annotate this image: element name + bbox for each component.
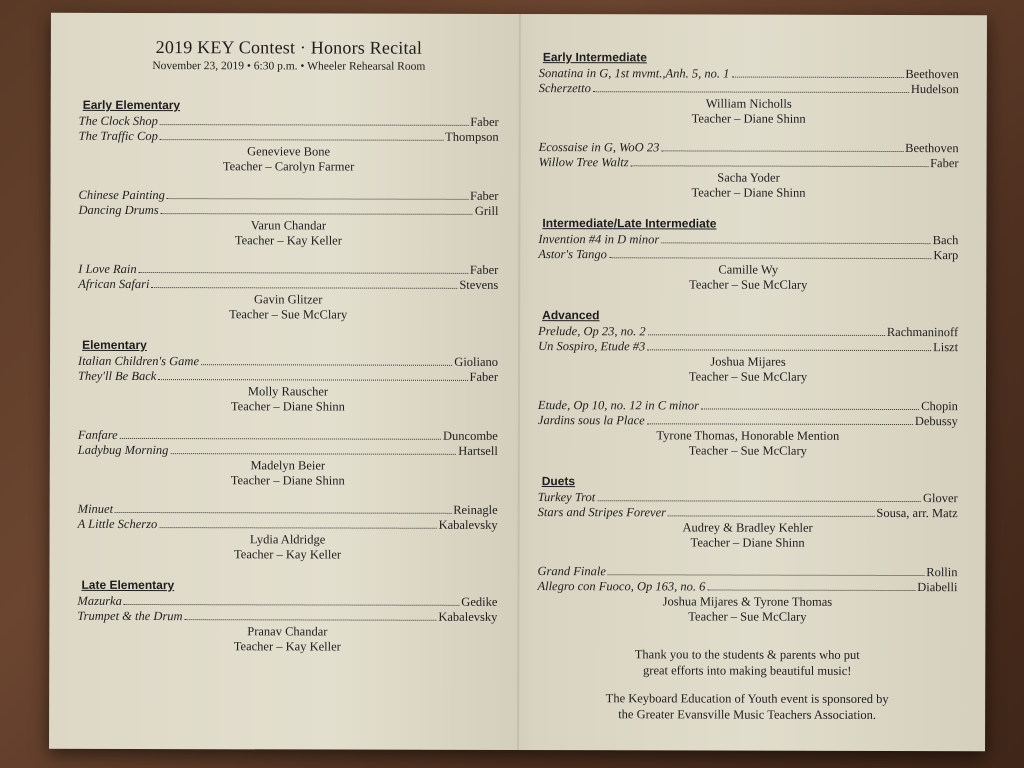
piece-title: Grand Finale xyxy=(537,564,606,579)
dot-leader xyxy=(707,589,915,591)
piece-row xyxy=(539,81,959,97)
performer-group xyxy=(78,354,498,415)
left-sections xyxy=(77,98,498,655)
dot-leader xyxy=(647,423,913,425)
performer-group xyxy=(78,502,498,563)
dot-leader xyxy=(167,198,468,200)
performer-name: Sacha Yoder xyxy=(717,170,780,185)
program-section xyxy=(538,216,958,293)
piece-row xyxy=(77,609,497,625)
teacher-name: Teacher – Diane Shinn xyxy=(691,111,806,126)
piece-composer: Grill xyxy=(474,203,499,218)
piece-title: Stars and Stripes Forever xyxy=(537,505,667,520)
program-section xyxy=(538,308,958,459)
piece-composer: Faber xyxy=(470,114,499,129)
section-heading: Early Elementary xyxy=(82,97,181,113)
dot-leader xyxy=(731,77,903,78)
piece-composer: Bach xyxy=(932,233,959,248)
section-heading: Duets xyxy=(541,474,576,489)
teacher-name: Teacher – Sue McClary xyxy=(689,277,808,292)
sponsor-line-2: the Greater Evansville Music Teachers Association. xyxy=(618,707,877,722)
thanks-line-1: Thank you to the students & parents who put xyxy=(634,647,860,662)
piece-title: African Safari xyxy=(78,276,150,292)
section-heading: Late Elementary xyxy=(81,577,175,593)
program-section xyxy=(538,50,958,201)
piece-title: Jardins sous la Place xyxy=(537,413,645,428)
performer-group xyxy=(79,114,499,175)
piece-composer: Faber xyxy=(469,262,499,277)
performer-name: Genevieve Bone xyxy=(247,144,331,159)
performer-group xyxy=(538,140,958,201)
piece-title: Dancing Drums xyxy=(78,202,159,218)
piece-title: A Little Scherzo xyxy=(77,516,158,532)
dot-leader xyxy=(124,604,459,606)
performer-group xyxy=(539,66,959,127)
dot-leader xyxy=(593,91,909,93)
dot-leader xyxy=(609,257,931,259)
dot-leader xyxy=(160,124,468,126)
dot-leader xyxy=(139,272,468,274)
piece-row xyxy=(78,517,498,533)
piece-title: Minuet xyxy=(77,501,114,516)
teacher-name: Teacher – Sue McClary xyxy=(688,443,807,458)
dot-leader xyxy=(151,287,457,289)
piece-row xyxy=(78,203,498,219)
piece-title: Turkey Trot xyxy=(537,490,596,505)
piece-title: Invention #4 in D minor xyxy=(538,232,660,247)
piece-title: Un Sospiro, Etude #3 xyxy=(538,339,646,354)
program-subtitle: November 23, 2019 • 6:30 p.m. • Wheeler Rehearsal Room xyxy=(152,60,426,73)
piece-row xyxy=(538,324,958,340)
dot-leader xyxy=(668,515,874,517)
piece-title: Sonatina in G, 1st mvmt.,Anh. 5, no. 1 xyxy=(538,66,730,81)
dot-leader xyxy=(159,527,436,529)
piece-row xyxy=(78,502,498,518)
piece-title: Scherzetto xyxy=(538,81,591,96)
piece-composer: Faber xyxy=(930,156,959,171)
performer-group xyxy=(78,188,498,249)
program-section xyxy=(78,98,499,323)
dot-leader xyxy=(661,242,930,244)
right-sections xyxy=(537,50,959,625)
performer-group xyxy=(78,262,498,323)
piece-composer: Sousa, arr. Matz xyxy=(876,505,958,521)
performer-group xyxy=(538,324,958,385)
performer-group xyxy=(537,564,957,625)
dot-leader xyxy=(120,438,441,440)
piece-row xyxy=(538,398,958,414)
teacher-name: Teacher – Sue McClary xyxy=(229,307,348,322)
piece-title: Prelude, Op 23, no. 2 xyxy=(538,324,646,339)
dot-leader xyxy=(115,512,451,514)
piece-title: The Traffic Cop xyxy=(78,128,158,144)
piece-title: Astor's Tango xyxy=(538,247,607,262)
piece-composer: Stevens xyxy=(459,277,499,292)
teacher-name: Teacher – Diane Shinn xyxy=(230,399,345,414)
piece-composer: Hudelson xyxy=(910,82,959,97)
piece-composer: Duncombe xyxy=(442,428,498,443)
performer-name: Camille Wy xyxy=(718,262,779,277)
performer-name: William Nicholls xyxy=(705,96,792,111)
piece-row xyxy=(537,564,957,580)
piece-row xyxy=(79,129,499,145)
performer-group xyxy=(538,232,958,293)
piece-composer: Diabelli xyxy=(917,580,958,595)
sponsor-line-1: The Keyboard Education of Youth event is sponsored by xyxy=(605,691,889,706)
performer-name: Madelyn Beier xyxy=(250,458,326,473)
piece-title: I Love Rain xyxy=(78,261,137,277)
piece-title: The Clock Shop xyxy=(78,113,158,129)
piece-row xyxy=(538,505,958,521)
piece-composer: Faber xyxy=(470,188,499,203)
piece-row xyxy=(79,114,499,130)
performer-name: Gavin Glitzer xyxy=(253,292,323,307)
teacher-name: Teacher – Kay Keller xyxy=(234,233,342,248)
piece-row xyxy=(539,66,959,82)
dot-leader xyxy=(608,574,924,576)
piece-composer: Rollin xyxy=(926,565,958,580)
piece-title: Allegro con Fuoco, Op 163, no. 6 xyxy=(537,579,706,594)
piece-title: Mazurka xyxy=(77,593,122,608)
sponsor-note xyxy=(537,690,957,723)
performer-name: Joshua Mijares xyxy=(710,354,786,369)
piece-composer: Chopin xyxy=(921,399,958,414)
piece-row xyxy=(538,232,958,248)
piece-composer: Karp xyxy=(933,248,959,263)
section-heading: Elementary xyxy=(82,337,147,353)
piece-composer: Kabalevsky xyxy=(438,609,498,624)
program-section xyxy=(537,474,957,625)
performer-name: Joshua Mijares & Tyrone Thomas xyxy=(662,594,833,609)
piece-row xyxy=(78,277,498,293)
performer-group xyxy=(538,398,958,459)
dot-leader xyxy=(170,453,456,455)
piece-composer: Gioliano xyxy=(454,354,499,369)
program-title: 2019 KEY Contest · Honors Recital xyxy=(155,37,423,58)
piece-row xyxy=(78,428,498,444)
section-heading: Advanced xyxy=(542,308,600,323)
piece-row xyxy=(78,354,498,370)
dot-leader xyxy=(631,165,928,167)
teacher-name: Teacher – Sue McClary xyxy=(688,369,808,384)
performer-name: Molly Rauscher xyxy=(247,384,329,399)
right-panel xyxy=(537,14,959,735)
piece-title: Etude, Op 10, no. 12 in C minor xyxy=(537,398,700,413)
piece-row xyxy=(78,443,498,459)
piece-row xyxy=(538,247,958,263)
teacher-name: Teacher – Diane Shinn xyxy=(230,473,345,488)
teacher-name: Teacher – Diane Shinn xyxy=(690,535,805,550)
piece-composer: Rachmaninoff xyxy=(886,324,959,340)
recital-program-paper xyxy=(49,13,987,751)
piece-row xyxy=(538,490,958,506)
dot-leader xyxy=(597,500,921,502)
piece-row xyxy=(78,369,498,385)
piece-composer: Reinagle xyxy=(453,502,498,517)
dot-leader xyxy=(201,364,452,366)
dot-leader xyxy=(161,213,473,215)
performer-name: Tyrone Thomas, Honorable Mention xyxy=(656,428,840,443)
piece-row xyxy=(538,413,958,429)
piece-composer: Kabalevsky xyxy=(438,517,498,532)
performer-group xyxy=(538,490,958,551)
piece-title: Ecossaise in G, WoO 23 xyxy=(538,140,660,155)
dot-leader xyxy=(158,379,467,381)
performer-group xyxy=(77,594,497,655)
piece-title: Trumpet & the Drum xyxy=(77,608,183,624)
piece-row xyxy=(77,594,497,610)
teacher-name: Teacher – Kay Keller xyxy=(233,639,341,654)
thanks-line-2: great efforts into making beautiful music! xyxy=(643,663,852,678)
piece-title: Fanfare xyxy=(77,427,118,442)
piece-composer: Hartsell xyxy=(458,443,498,458)
program-section xyxy=(78,338,499,563)
piece-composer: Beethoven xyxy=(905,141,959,156)
dot-leader xyxy=(648,334,885,336)
piece-composer: Gedike xyxy=(461,594,498,609)
performer-name: Lydia Aldridge xyxy=(249,532,326,547)
section-heading: Intermediate/Late Intermediate xyxy=(542,216,717,231)
piece-row xyxy=(539,155,959,171)
performer-name: Varun Chandar xyxy=(250,218,327,233)
piece-row xyxy=(78,262,498,278)
piece-title: Chinese Painting xyxy=(78,187,165,203)
dot-leader xyxy=(160,139,443,141)
piece-row xyxy=(78,188,498,204)
piece-composer: Faber xyxy=(469,369,499,384)
performer-group xyxy=(78,428,498,489)
piece-row xyxy=(537,579,957,595)
dot-leader xyxy=(661,150,903,152)
teacher-name: Teacher – Carolyn Farmer xyxy=(222,159,355,174)
piece-row xyxy=(538,339,958,355)
performer-name: Audrey & Bradley Kehler xyxy=(682,520,813,535)
left-panel xyxy=(77,13,499,671)
teacher-name: Teacher – Diane Shinn xyxy=(691,185,806,200)
center-fold xyxy=(517,14,521,750)
footer xyxy=(537,646,957,723)
teacher-name: Teacher – Kay Keller xyxy=(233,547,342,562)
piece-title: They'll Be Back xyxy=(77,368,157,384)
dot-leader xyxy=(647,349,931,351)
piece-title: Willow Tree Waltz xyxy=(538,155,629,170)
dot-leader xyxy=(185,619,437,621)
teacher-name: Teacher – Sue McClary xyxy=(688,609,807,624)
piece-composer: Beethoven xyxy=(905,67,959,82)
piece-composer: Thompson xyxy=(445,129,499,144)
section-heading: Early Intermediate xyxy=(542,50,647,65)
thanks-note xyxy=(537,646,957,679)
piece-composer: Liszt xyxy=(933,340,959,355)
dot-leader xyxy=(701,408,919,410)
performer-name: Pranav Chandar xyxy=(247,624,328,639)
piece-title: Ladybug Morning xyxy=(77,442,169,458)
piece-composer: Debussy xyxy=(914,414,958,429)
piece-title: Italian Children's Game xyxy=(78,353,200,369)
piece-row xyxy=(539,140,959,156)
program-section xyxy=(77,578,497,655)
piece-composer: Glover xyxy=(922,491,958,506)
